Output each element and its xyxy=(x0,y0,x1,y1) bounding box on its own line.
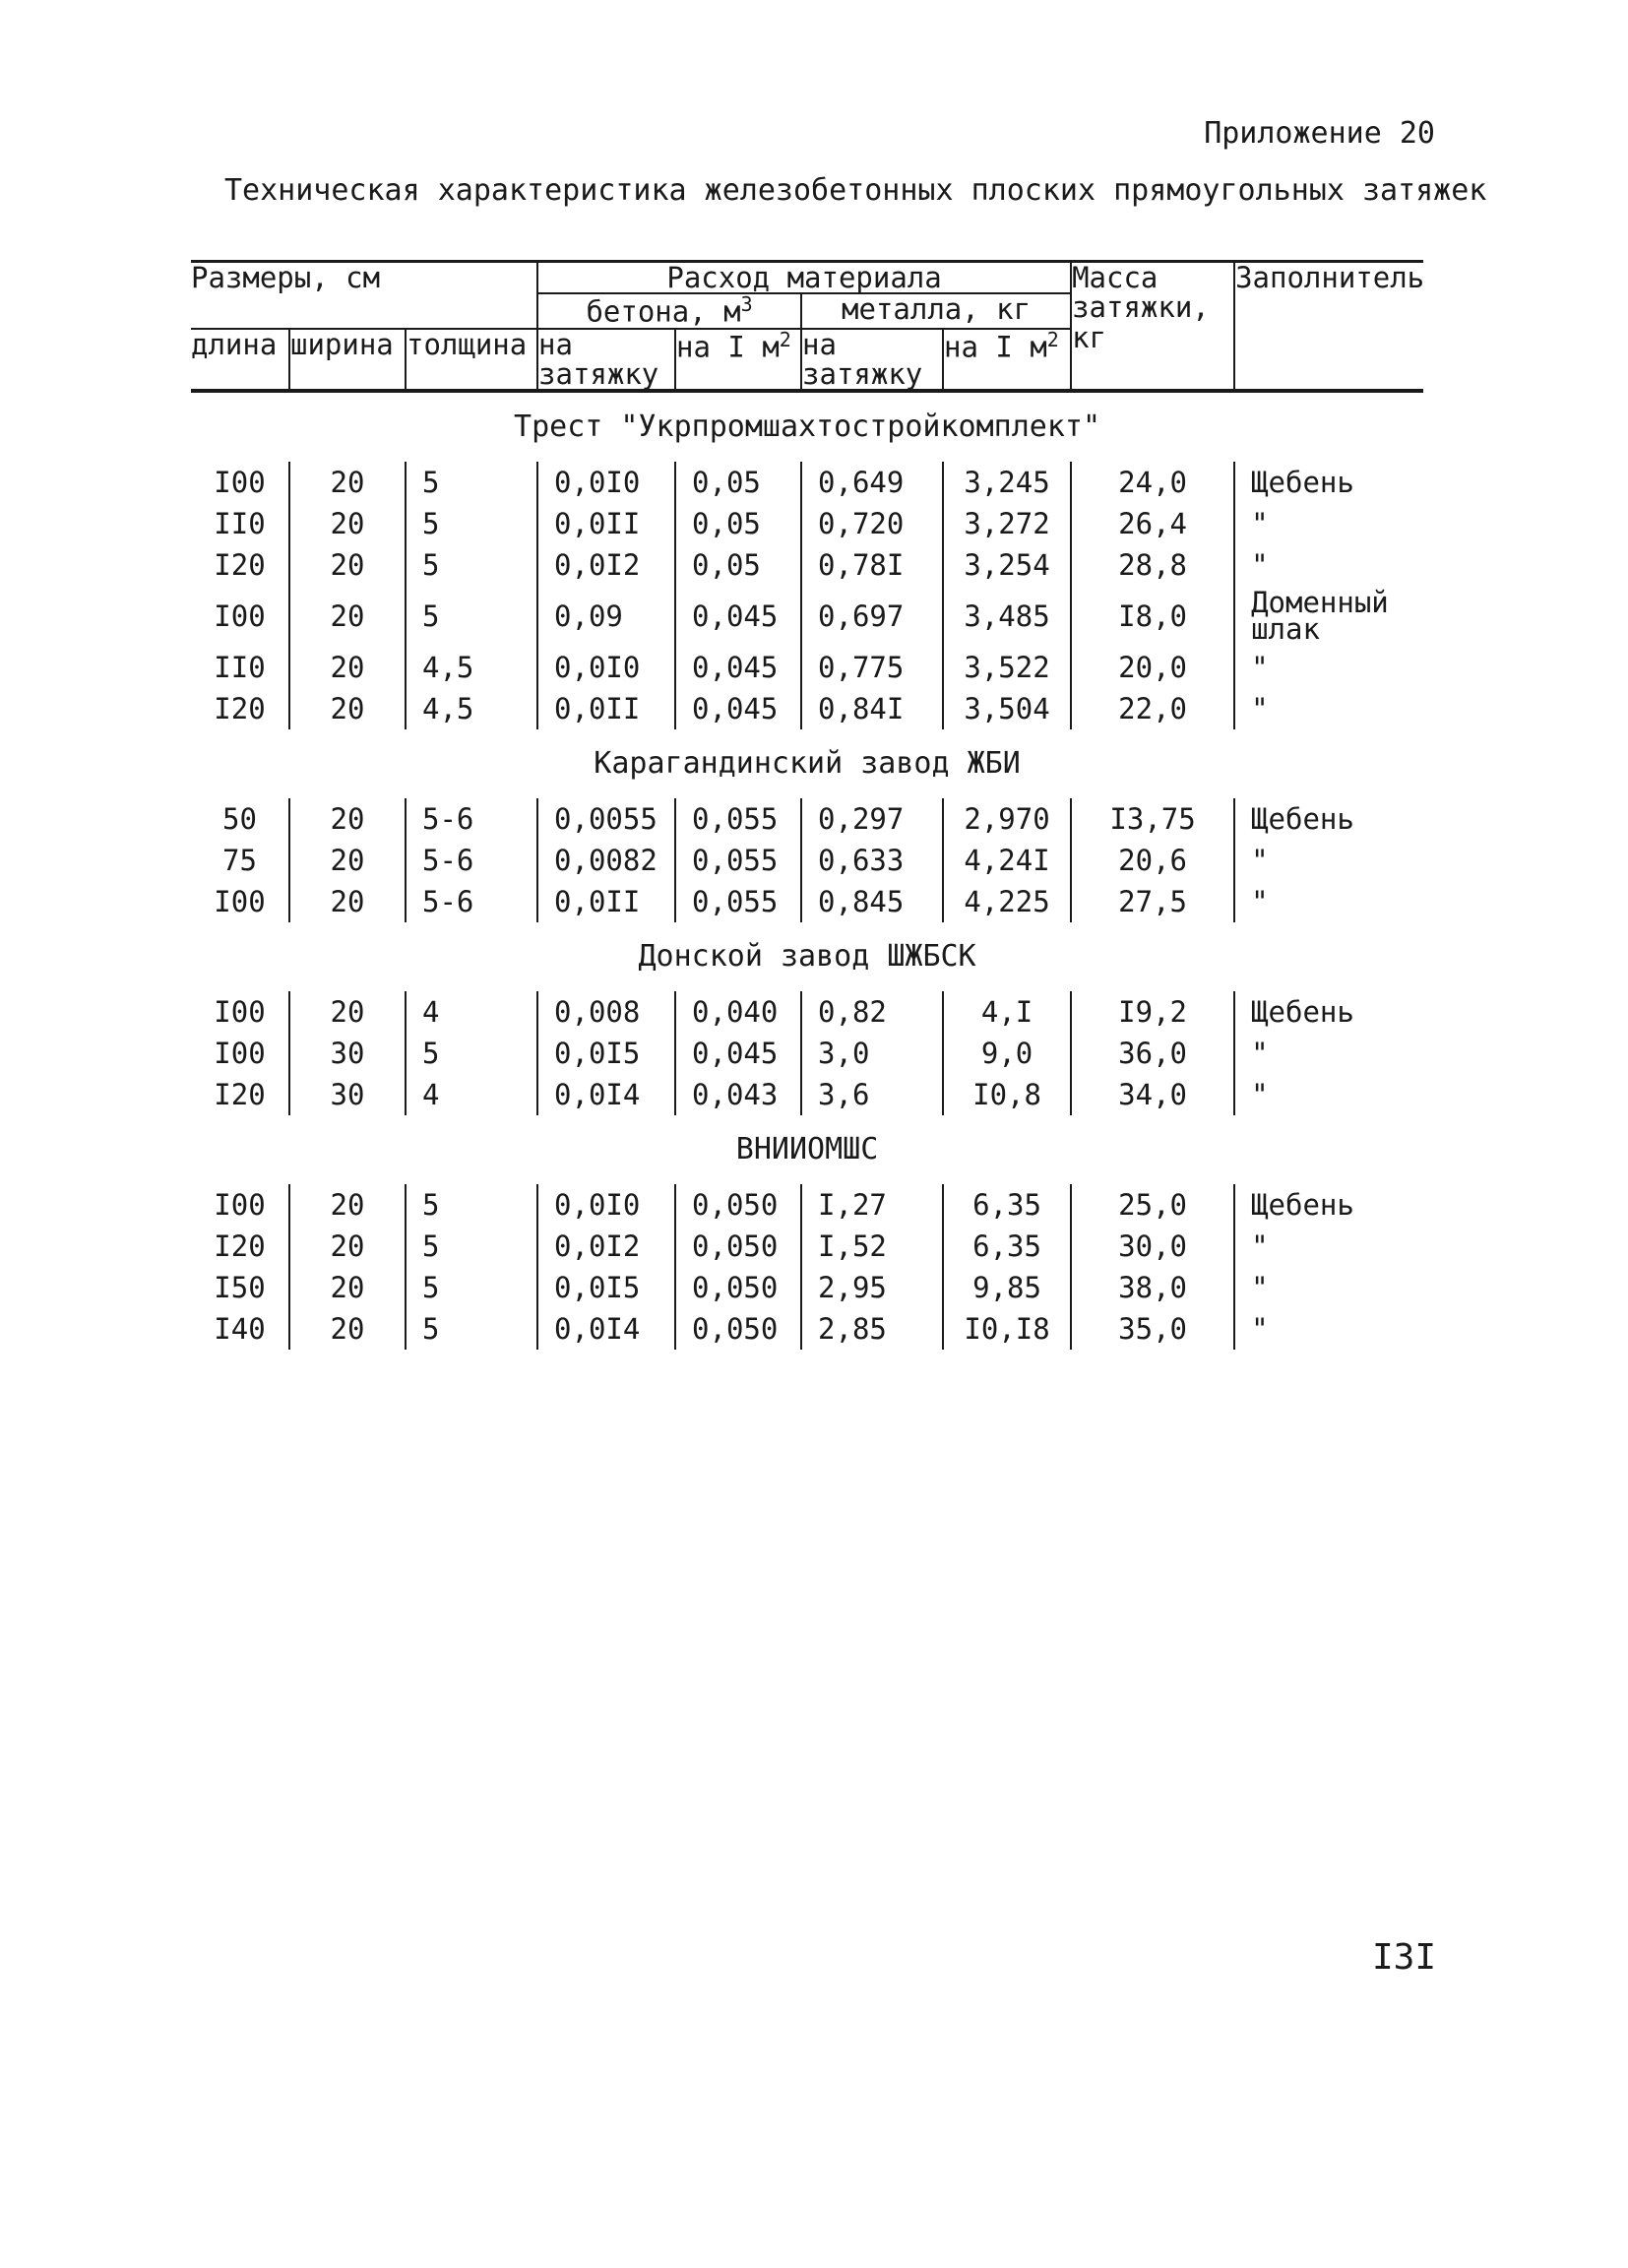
cell-width: 20 xyxy=(289,503,406,544)
cell-metal-per-m2: 3,522 xyxy=(943,647,1071,688)
cell-thickness: 5 xyxy=(406,462,537,503)
header-concrete xyxy=(537,293,801,328)
header-concrete-label: бетона, м xyxy=(586,295,741,330)
table-row xyxy=(191,798,1423,840)
cell-filler: " xyxy=(1234,1267,1423,1308)
cell-metal-per-m2: 2,970 xyxy=(943,798,1071,840)
cell-concrete-per-m2: 0,040 xyxy=(675,991,801,1033)
cell-thickness: 5 xyxy=(406,586,537,647)
cell-metal-per-m2: 4,24I xyxy=(943,840,1071,881)
cell-concrete-per-tie: 0,0082 xyxy=(537,840,675,881)
cell-thickness: 5-6 xyxy=(406,798,537,840)
cell-thickness: 5 xyxy=(406,1226,537,1267)
header-concrete-per-tie-label: на затяжку xyxy=(538,327,659,391)
header-metal-per-m2-label: на I м xyxy=(944,330,1047,364)
header-thickness xyxy=(406,329,537,392)
cell-filler: " xyxy=(1234,647,1423,688)
cell-mass: 34,0 xyxy=(1071,1074,1234,1115)
cell-mass: 27,5 xyxy=(1071,881,1234,922)
header-length-label: длина xyxy=(191,327,278,361)
table-row xyxy=(191,1184,1423,1226)
cell-concrete-per-tie: 0,0II xyxy=(537,881,675,922)
table-row xyxy=(191,586,1423,647)
cell-metal-per-m2: 3,245 xyxy=(943,462,1071,503)
cell-metal-per-tie: 0,775 xyxy=(801,647,943,688)
table-row xyxy=(191,1308,1423,1350)
cell-concrete-per-tie: 0,008 xyxy=(537,991,675,1033)
cell-mass: 20,6 xyxy=(1071,840,1234,881)
cell-thickness: 5-6 xyxy=(406,881,537,922)
cell-metal-per-tie: 0,720 xyxy=(801,503,943,544)
cell-concrete-per-tie: 0,0I2 xyxy=(537,544,675,586)
table-row xyxy=(191,881,1423,922)
header-sizes-label: Размеры, см xyxy=(191,261,381,294)
document-title: Техническая характеристика железобетонных плоских прямоугольных затяжек xyxy=(224,173,1487,208)
cell-thickness: 4 xyxy=(406,991,537,1033)
cell-width: 20 xyxy=(289,688,406,729)
table-row xyxy=(191,840,1423,881)
table-row xyxy=(191,1226,1423,1267)
cell-concrete-per-tie: 0,0I0 xyxy=(537,647,675,688)
cell-filler: " xyxy=(1234,1033,1423,1074)
cell-width: 20 xyxy=(289,544,406,586)
cell-length: I00 xyxy=(214,465,266,499)
cell-mass: 38,0 xyxy=(1071,1267,1234,1308)
cell-metal-per-m2: I0,I8 xyxy=(943,1308,1071,1350)
header-width-label: ширина xyxy=(290,327,394,361)
cell-concrete-per-tie: 0,0I0 xyxy=(537,1184,675,1226)
cell-mass: I8,0 xyxy=(1071,586,1234,647)
cell-mass: 36,0 xyxy=(1071,1033,1234,1074)
section-header xyxy=(191,729,1423,798)
table-row xyxy=(191,647,1423,688)
cell-width: 20 xyxy=(289,798,406,840)
header-thickness-label: толщина xyxy=(407,327,528,361)
cell-mass: I3,75 xyxy=(1071,798,1234,840)
cell-thickness: 5 xyxy=(406,544,537,586)
header-material xyxy=(537,262,1071,294)
cell-concrete-per-m2: 0,050 xyxy=(675,1267,801,1308)
cell-metal-per-m2: 4,I xyxy=(943,991,1071,1033)
cell-concrete-per-m2: 0,045 xyxy=(675,1033,801,1074)
cell-metal-per-tie: 0,633 xyxy=(801,840,943,881)
cell-concrete-per-m2: 0,045 xyxy=(675,647,801,688)
cell-concrete-per-tie: 0,09 xyxy=(537,586,675,647)
cell-metal-per-tie: 0,84I xyxy=(801,688,943,729)
cell-concrete-per-tie: 0,0I5 xyxy=(537,1033,675,1074)
cell-metal-per-m2: 3,504 xyxy=(943,688,1071,729)
header-metal-label: металла, кг xyxy=(842,292,1032,327)
cell-filler: " xyxy=(1234,1074,1423,1115)
cell-concrete-per-tie: 0,0I4 xyxy=(537,1308,675,1350)
header-concrete-sup: 3 xyxy=(740,292,753,317)
header-metal-m2-sup: 2 xyxy=(1046,327,1059,351)
cell-mass: 26,4 xyxy=(1071,503,1234,544)
cell-thickness: 5 xyxy=(406,503,537,544)
cell-length: I20 xyxy=(214,691,266,725)
cell-mass: 25,0 xyxy=(1071,1184,1234,1226)
cell-filler: " xyxy=(1234,1308,1423,1350)
section-title: ВНИИОМШС xyxy=(735,1132,879,1167)
cell-concrete-per-m2: 0,050 xyxy=(675,1226,801,1267)
cell-filler: Щебень xyxy=(1234,798,1423,840)
cell-length: I20 xyxy=(214,547,266,582)
cell-length: I00 xyxy=(214,1187,266,1222)
page-number: I3I xyxy=(1372,1937,1437,1978)
section-header xyxy=(191,922,1423,991)
table-row xyxy=(191,503,1423,544)
header-metal xyxy=(801,293,1071,328)
cell-concrete-per-tie: 0,0I5 xyxy=(537,1267,675,1308)
section-title: Карагандинский завод ЖБИ xyxy=(594,746,1021,782)
cell-metal-per-m2: 3,254 xyxy=(943,544,1071,586)
table-row xyxy=(191,544,1423,586)
cell-thickness: 5-6 xyxy=(406,840,537,881)
cell-concrete-per-tie: 0,0I2 xyxy=(537,1226,675,1267)
cell-mass: 30,0 xyxy=(1071,1226,1234,1267)
header-mass-label: Масса затяжки, кг xyxy=(1072,261,1210,354)
cell-concrete-per-m2: 0,050 xyxy=(675,1308,801,1350)
section-header xyxy=(191,391,1423,462)
cell-length: I00 xyxy=(214,994,266,1029)
cell-filler: Щебень xyxy=(1234,991,1423,1033)
cell-filler: Щебень xyxy=(1234,1184,1423,1226)
cell-metal-per-m2: 3,485 xyxy=(943,586,1071,647)
cell-concrete-per-m2: 0,043 xyxy=(675,1074,801,1115)
cell-filler: " xyxy=(1234,544,1423,586)
cell-thickness: 5 xyxy=(406,1267,537,1308)
cell-metal-per-m2: 3,272 xyxy=(943,503,1071,544)
header-metal-per-m2 xyxy=(943,329,1071,392)
cell-metal-per-tie: 2,85 xyxy=(801,1308,943,1350)
cell-mass: I9,2 xyxy=(1071,991,1234,1033)
header-filler-label: Заполнитель xyxy=(1235,261,1425,294)
cell-mass: 22,0 xyxy=(1071,688,1234,729)
table-row xyxy=(191,1074,1423,1115)
cell-length: 75 xyxy=(222,843,257,877)
cell-concrete-per-m2: 0,045 xyxy=(675,688,801,729)
cell-concrete-per-m2: 0,05 xyxy=(675,503,801,544)
cell-width: 20 xyxy=(289,881,406,922)
table-row xyxy=(191,688,1423,729)
cell-thickness: 4 xyxy=(406,1074,537,1115)
section-header xyxy=(191,1115,1423,1184)
header-material-label: Расход материала xyxy=(666,261,942,294)
cell-concrete-per-m2: 0,050 xyxy=(675,1184,801,1226)
cell-width: 20 xyxy=(289,1267,406,1308)
cell-width: 20 xyxy=(289,647,406,688)
cell-concrete-per-m2: 0,055 xyxy=(675,840,801,881)
cell-width: 20 xyxy=(289,1226,406,1267)
cell-thickness: 5 xyxy=(406,1308,537,1350)
cell-length: II0 xyxy=(214,506,266,540)
cell-width: 20 xyxy=(289,1184,406,1226)
cell-metal-per-tie: 3,0 xyxy=(801,1033,943,1074)
cell-concrete-per-tie: 0,0055 xyxy=(537,798,675,840)
cell-length: I20 xyxy=(214,1228,266,1263)
cell-filler: " xyxy=(1234,840,1423,881)
cell-width: 20 xyxy=(289,840,406,881)
table-row xyxy=(191,1033,1423,1074)
cell-metal-per-m2: I0,8 xyxy=(943,1074,1071,1115)
cell-metal-per-tie: 0,297 xyxy=(801,798,943,840)
cell-thickness: 4,5 xyxy=(406,688,537,729)
cell-metal-per-m2: 9,85 xyxy=(943,1267,1071,1308)
header-length xyxy=(191,329,289,392)
cell-mass: 24,0 xyxy=(1071,462,1234,503)
table-body xyxy=(191,391,1423,1350)
cell-filler: " xyxy=(1234,503,1423,544)
cell-filler: Доменный шлак xyxy=(1234,586,1423,647)
cell-width: 20 xyxy=(289,586,406,647)
cell-mass: 20,0 xyxy=(1071,647,1234,688)
cell-length: I40 xyxy=(214,1311,266,1346)
cell-metal-per-tie: I,27 xyxy=(801,1184,943,1226)
cell-concrete-per-tie: 0,0II xyxy=(537,503,675,544)
cell-length: II0 xyxy=(214,650,266,684)
cell-length: 50 xyxy=(222,801,257,836)
cell-metal-per-m2: 6,35 xyxy=(943,1226,1071,1267)
section-title: Донской завод ШЖБСК xyxy=(638,939,976,975)
cell-filler: Щебень xyxy=(1234,462,1423,503)
cell-metal-per-m2: 9,0 xyxy=(943,1033,1071,1074)
header-sizes xyxy=(191,262,537,329)
header-concrete-per-m2-label: на I м xyxy=(676,330,780,364)
cell-metal-per-tie: 0,845 xyxy=(801,881,943,922)
cell-width: 20 xyxy=(289,991,406,1033)
cell-metal-per-tie: I,52 xyxy=(801,1226,943,1267)
section-title: Трест "Укрпромшахтостройкомплект" xyxy=(514,410,1101,445)
characteristics-table xyxy=(191,260,1423,1350)
cell-concrete-per-tie: 0,0I4 xyxy=(537,1074,675,1115)
cell-thickness: 5 xyxy=(406,1033,537,1074)
cell-metal-per-m2: 4,225 xyxy=(943,881,1071,922)
cell-mass: 35,0 xyxy=(1071,1308,1234,1350)
cell-length: I00 xyxy=(214,598,266,633)
header-concrete-per-tie xyxy=(537,329,675,392)
cell-mass: 28,8 xyxy=(1071,544,1234,586)
cell-metal-per-tie: 0,82 xyxy=(801,991,943,1033)
cell-metal-per-m2: 6,35 xyxy=(943,1184,1071,1226)
header-filler xyxy=(1234,262,1423,392)
cell-width: 30 xyxy=(289,1033,406,1074)
header-mass xyxy=(1071,262,1234,392)
cell-width: 20 xyxy=(289,1308,406,1350)
cell-concrete-per-m2: 0,055 xyxy=(675,881,801,922)
header-metal-per-tie xyxy=(801,329,943,392)
header-metal-per-tie-label: на затяжку xyxy=(802,327,923,391)
cell-length: I20 xyxy=(214,1077,266,1111)
cell-filler: " xyxy=(1234,688,1423,729)
table-row xyxy=(191,991,1423,1033)
cell-filler: " xyxy=(1234,881,1423,922)
cell-length: I00 xyxy=(214,884,266,918)
table-header xyxy=(191,262,1423,392)
cell-concrete-per-tie: 0,0II xyxy=(537,688,675,729)
cell-length: I00 xyxy=(214,1036,266,1070)
cell-concrete-per-m2: 0,05 xyxy=(675,544,801,586)
cell-concrete-per-m2: 0,055 xyxy=(675,798,801,840)
cell-thickness: 4,5 xyxy=(406,647,537,688)
cell-concrete-per-m2: 0,05 xyxy=(675,462,801,503)
cell-width: 20 xyxy=(289,462,406,503)
header-concrete-per-m2 xyxy=(675,329,801,392)
cell-metal-per-tie: 0,78I xyxy=(801,544,943,586)
cell-concrete-per-tie: 0,0I0 xyxy=(537,462,675,503)
cell-metal-per-tie: 0,649 xyxy=(801,462,943,503)
cell-filler: " xyxy=(1234,1226,1423,1267)
cell-thickness: 5 xyxy=(406,1184,537,1226)
table-row xyxy=(191,1267,1423,1308)
cell-concrete-per-m2: 0,045 xyxy=(675,586,801,647)
cell-metal-per-tie: 0,697 xyxy=(801,586,943,647)
cell-metal-per-tie: 3,6 xyxy=(801,1074,943,1115)
cell-metal-per-tie: 2,95 xyxy=(801,1267,943,1308)
appendix-label: Приложение 20 xyxy=(1204,116,1435,151)
header-width xyxy=(289,329,406,392)
cell-length: I50 xyxy=(214,1270,266,1304)
cell-width: 30 xyxy=(289,1074,406,1115)
table-row xyxy=(191,462,1423,503)
header-concrete-m2-sup: 2 xyxy=(779,327,791,351)
